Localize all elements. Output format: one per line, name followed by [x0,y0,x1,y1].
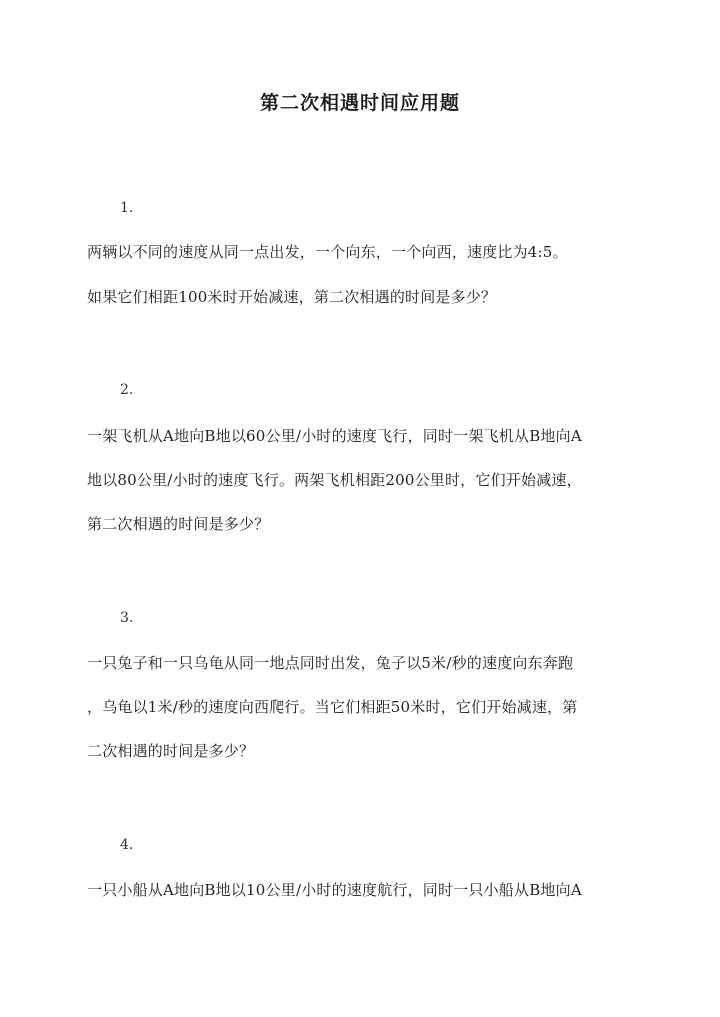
question-4-line-1: 一只小船从A地向B地以10公里/小时的速度航行，同时一只小船从B地向A [87,881,582,899]
question-1-number: 1. [120,200,134,216]
question-2-line-3: 第二次相遇的时间是多少？ [87,515,270,533]
question-2-number: 2. [120,382,134,398]
question-2-line-2: 地以80公里/小时的速度飞行。两架飞机相距200公里时，它们开始减速， [87,471,582,489]
question-1-line-2: 如果它们相距100米时开始减速，第二次相遇的时间是多少？ [87,288,497,306]
question-3-line-1: 一只兔子和一只乌龟从同一地点同时出发，兔子以5米/秒的速度向东奔跑 [87,654,574,672]
question-3-number: 3. [120,610,134,626]
question-1-line-1: 两辆以不同的速度从同一点出发，一个向东，一个向西，速度比为4:5。 [87,243,568,261]
document-title: 第二次相遇时间应用题 [259,92,460,114]
question-4-number: 4. [120,837,134,853]
question-3-line-3: 二次相遇的时间是多少？ [87,742,255,760]
question-2-line-1: 一架飞机从A地向B地以60公里/小时的速度飞行，同时一架飞机从B地向A [87,427,582,445]
question-3-line-2: ，乌龟以1米/秒的速度向西爬行。当它们相距50米时，它们开始减速，第 [87,698,578,716]
